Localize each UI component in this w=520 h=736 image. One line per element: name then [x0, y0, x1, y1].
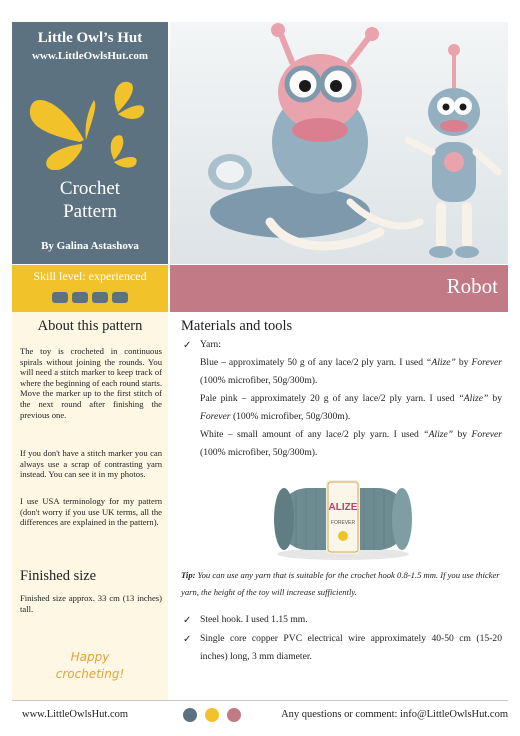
rose-dot-icon — [227, 708, 241, 722]
yarn-blue-text: Blue – approximately 50 g of any lace/2 ply yarn. I used — [200, 357, 426, 368]
footer-divider — [12, 700, 508, 701]
yarn-label: Yarn: — [200, 339, 221, 350]
about-paragraph: The toy is crocheted in continuous spirals without joining the rounds. You will need a stitch marker to keep track of where the beginning of each round starts. Move the marker up to the first stitch of the next round after finishing the previous one. — [20, 346, 162, 420]
yarn-spec: (100% microfiber, 50g/300m). — [230, 411, 351, 422]
materials-heading: Materials and tools — [181, 318, 293, 334]
yarn-by: by — [488, 393, 502, 404]
pattern-type-title: Crochet — [59, 178, 121, 199]
yarn-label-sub: FOREVER — [330, 520, 356, 526]
yarn-blue-item — [200, 354, 502, 390]
footer-url[interactable]: www.LittleOwlsHut.com — [22, 709, 129, 720]
yarn-white-item — [200, 426, 502, 462]
skill-pill — [52, 292, 68, 303]
yarn-skein-image — [268, 470, 418, 562]
yarn-by: by — [453, 429, 472, 440]
yarn-label-brand: ALIZE — [328, 502, 358, 513]
about-heading: About this pattern — [37, 318, 143, 334]
pattern-title: Robot — [446, 274, 498, 298]
about-paragraph: If you don't have a stitch marker you can always use a scrap of contrasting yarn instead. You can see it in my photos. — [20, 448, 162, 480]
yarn-spec: (100% microfiber, 50g/300m). — [200, 447, 318, 458]
steel-hook-item: Steel hook. I used 1.15 mm. — [200, 614, 308, 625]
yarn-brand: “Alize” — [423, 429, 454, 440]
check-icon: ✓ — [183, 634, 192, 645]
yarn-product: Forever — [471, 429, 502, 440]
check-icon: ✓ — [183, 615, 192, 626]
happy-crocheting: crocheting! — [55, 667, 125, 681]
skill-level-indicator — [52, 292, 132, 304]
yarn-product: Forever — [200, 411, 231, 422]
yarn-spec: (100% microfiber, 50g/300m). — [200, 375, 318, 386]
happy-crocheting: Happy — [70, 650, 110, 664]
skill-pill — [72, 292, 88, 303]
yarn-product: Forever — [471, 357, 503, 368]
yarn-brand: “Alize” — [458, 393, 489, 404]
skill-pill — [112, 292, 128, 303]
skill-pill — [92, 292, 108, 303]
wire-item: Single core copper PVC electrical wire approximately 40-50 cm (15-20 inches) long, 3 mm diameter. — [200, 633, 502, 662]
about-paragraph: I use USA terminology for my pattern (don't worry if you use UK terms, all the differences are explained in the pattern). — [20, 496, 162, 528]
slate-dot-icon — [183, 708, 197, 722]
butterflies-icon — [22, 70, 152, 170]
brand-url[interactable]: www.LittleOwlsHut.com — [31, 50, 149, 62]
yarn-by: by — [455, 357, 472, 368]
yarn-pink-text: Pale pink – approximately 20 g of any lace/2 ply yarn. I used — [200, 393, 459, 404]
robot-photo — [170, 22, 508, 264]
tip-body: You can use any yarn that is suitable for the crochet hook 0.8-1.5 mm. If you use thicker yarn, the height of the toy will increase sufficiently. — [181, 570, 500, 597]
pattern-type-subtitle: Pattern — [63, 201, 117, 222]
check-icon: ✓ — [183, 340, 192, 351]
author: By Galina Astashova — [41, 240, 139, 252]
footer-contact[interactable]: Any questions or comment: info@LittleOwlsHut.com — [281, 709, 508, 720]
tip — [181, 567, 502, 601]
yellow-dot-icon — [205, 708, 219, 722]
brand-name: Little Owl’s Hut — [37, 30, 143, 46]
skill-level: Skill level: experienced — [33, 269, 147, 283]
yarn-pink-item — [200, 390, 502, 426]
finished-size-text: Finished size approx. 33 cm (13 inches) tall. — [20, 593, 162, 614]
yarn-brand: “Alize” — [426, 357, 456, 368]
yarn-white-text: White – small amount of any lace/2 ply yarn. I used — [200, 429, 424, 440]
tip-label: Tip: — [181, 570, 196, 580]
finished-size-heading: Finished size — [20, 568, 97, 584]
